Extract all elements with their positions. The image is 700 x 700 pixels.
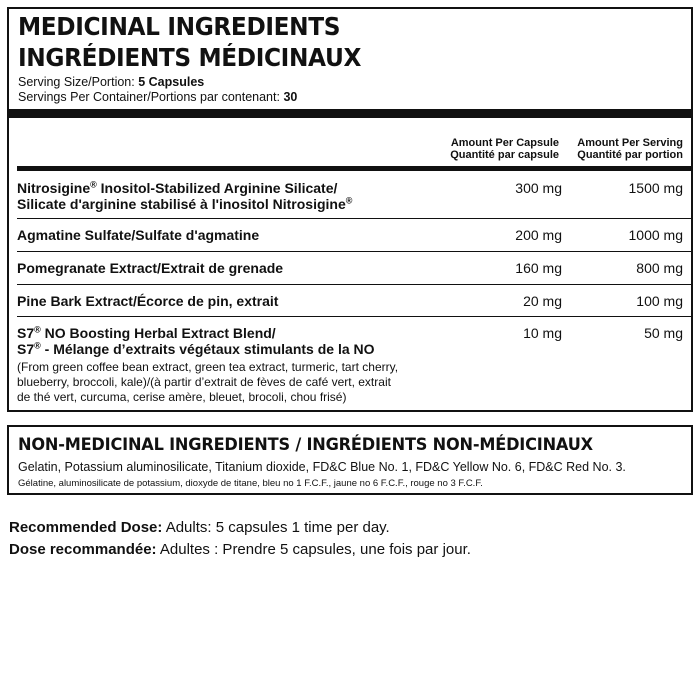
amount-per-serving: 1000 mg — [628, 227, 683, 243]
ingredient-name-part: Nitrosigine — [17, 180, 91, 196]
non-medicinal-list-fr: Gélatine, aluminosilicate de potassium, dioxyde de titane, bleu no 1 F.C.F., jaune no 6 F.C.F., rouge no 3 F.C.F. — [18, 478, 483, 489]
amount-per-serving: 800 mg — [636, 260, 683, 276]
ingredient-row — [17, 171, 691, 218]
non-medicinal-list-en: Gelatin, Potassium aluminosilicate, Titanium dioxide, FD&C Blue No. 1, FD&C Yellow No. 6, FD&C Red No. 3. — [18, 460, 626, 474]
non-medicinal-title: NON-MEDICINAL INGREDIENTS / INGRÉDIENTS NON-MÉDICINAUX — [18, 435, 593, 455]
registered-mark: ® — [345, 195, 353, 206]
col-serving-fr: Quantité par portion — [577, 149, 683, 161]
serving-size-label: Serving Size/Portion: — [18, 75, 135, 89]
registered-mark: ® — [34, 324, 41, 335]
dose-label-en: Recommended Dose: — [9, 519, 163, 536]
recommended-dose-fr — [9, 541, 471, 559]
ingredient-name-part: Silicate d'arginine stabilisé à l'inositol Nitrosigine — [17, 196, 346, 212]
ingredient-name-part: NO Boosting Herbal Extract Blend/ — [40, 325, 276, 341]
serving-size-value: 5 Capsules — [138, 75, 205, 89]
col-capsule-fr: Quantité par capsule — [450, 149, 559, 161]
ingredient-row — [17, 316, 691, 412]
ingredient-name-part: Inositol-Stabilized Arginine Silicate/ — [96, 180, 338, 196]
col-header-capsule — [450, 137, 559, 161]
dose-text-en: Adults: 5 capsules 1 time per day. — [162, 519, 390, 536]
recommended-dose-en — [9, 519, 390, 537]
col-header-serving — [577, 137, 683, 161]
title-fr: INGRÉDIENTS MÉDICINAUX — [18, 43, 362, 72]
ingredient-name — [17, 180, 352, 212]
ingredient-row — [17, 218, 691, 252]
servings-per-container — [18, 90, 691, 105]
amount-per-capsule: 300 mg — [515, 180, 562, 196]
servings-value: 30 — [283, 90, 298, 104]
dose-label-fr: Dose recommandée: — [9, 541, 157, 558]
amount-per-capsule: 160 mg — [515, 260, 562, 276]
ingredient-row — [17, 251, 691, 285]
registered-mark: ® — [34, 340, 41, 351]
blend-sources — [17, 360, 398, 405]
ingredient-name: Pine Bark Extract/Écorce de pin, extrait — [17, 293, 279, 309]
serving-size — [18, 75, 691, 90]
ingredient-row — [17, 284, 691, 317]
col-serving-en: Amount Per Serving — [577, 137, 683, 149]
amount-per-capsule: 200 mg — [515, 227, 562, 243]
thick-divider — [9, 109, 691, 118]
non-medicinal-ingredients-panel — [7, 425, 693, 495]
title-en: MEDICINAL INGREDIENTS — [18, 12, 341, 41]
ingredient-name: Pomegranate Extract/Extrait de grenade — [17, 260, 284, 276]
dose-text-fr: Adultes : Prendre 5 capsules, une fois par jour. — [156, 541, 471, 558]
servings-label: Servings Per Container/Portions par contenant: — [18, 90, 280, 104]
amount-per-serving: 50 mg — [644, 325, 683, 341]
amount-per-capsule: 20 mg — [523, 293, 562, 309]
col-capsule-en: Amount Per Capsule — [450, 137, 559, 149]
amount-per-capsule: 10 mg — [523, 325, 562, 341]
amount-per-serving: 1500 mg — [628, 180, 683, 196]
ingredient-name-part: S7 — [17, 325, 35, 341]
medicinal-ingredients-panel — [7, 7, 693, 412]
blend-sources-line: de thé vert, curcuma, cerise amère, bleuet, brocoli, chou frisé) — [17, 390, 347, 404]
blend-sources-line: blueberry, broccoli, kale)/(à partir d’extrait de fèves de café vert, extrait — [17, 375, 391, 389]
ingredient-name-part: - Mélange d’extraits végétaux stimulants de la NO — [40, 341, 375, 357]
ingredient-name: Agmatine Sulfate/Sulfate d'agmatine — [17, 227, 260, 243]
ingredient-name — [17, 325, 375, 357]
ingredient-name-part: S7 — [17, 341, 35, 357]
blend-sources-line: (From green coffee bean extract, green tea extract, turmeric, tart cherry, — [17, 360, 399, 374]
registered-mark: ® — [90, 179, 97, 190]
amount-per-serving: 100 mg — [636, 293, 683, 309]
